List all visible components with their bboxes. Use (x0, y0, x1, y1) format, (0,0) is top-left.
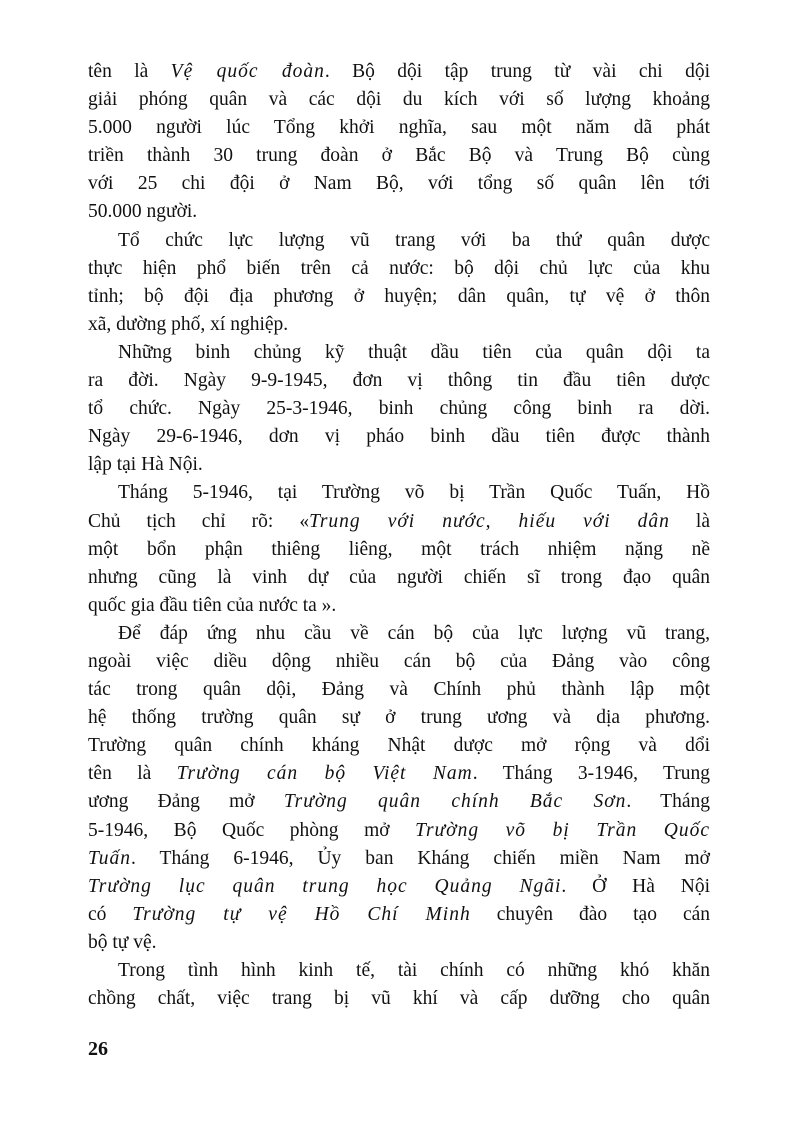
text-segment: 5.000 người lúc Tổng khởi nghĩa, sau một năm dã phát (88, 117, 710, 139)
text-line (88, 198, 710, 226)
italic-title: Trường cán bộ Việt Nam (176, 763, 473, 785)
text-line (88, 508, 710, 536)
italic-title: Trường võ bị Trần Quốc (415, 819, 710, 841)
text-segment: tác trong quân dội, Đảng và Chính phủ thành lập một (88, 679, 710, 701)
text-segment: tổ chức. Ngày 25-3-1946, binh chủng công binh ra dời. (88, 398, 710, 420)
italic-title: Vệ quốc đoàn (170, 61, 325, 82)
text-segment: Trường quân chính kháng Nhật dược mở rộng và dổi (88, 735, 710, 757)
text-segment: ngoài việc diều dộng nhiều cán bộ của Đảng vào công (88, 650, 710, 672)
text-segment: quốc gia đầu tiên của nước ta ». (88, 594, 337, 616)
text-segment: . Tháng (626, 791, 710, 813)
text-line (88, 255, 710, 283)
text-segment: tên là (88, 61, 171, 82)
text-line (88, 339, 710, 367)
text-segment: triền thành 30 trung đoàn ở Bắc Bộ và Trung Bộ cùng (88, 145, 710, 167)
text-segment: giải phóng quân và các dội du kích với số lượng khoảng (88, 89, 710, 111)
text-line (88, 423, 710, 451)
book-page-text (88, 58, 710, 1013)
text-line (88, 676, 710, 704)
text-segment: ương Đảng mở (88, 791, 284, 813)
text-segment: là (669, 510, 711, 532)
italic-title: Trung với nước, hiếu với dân (309, 510, 670, 532)
text-line (88, 873, 710, 901)
text-segment: Trong tình hình kinh tế, tài chính có những khó khăn (118, 960, 710, 981)
text-line (88, 732, 710, 760)
italic-title: Trường lục quân trung học Quảng Ngãi (88, 875, 562, 897)
text-segment: chuyên đào tạo cán (470, 903, 711, 925)
text-segment: chồng chất, việc trang bị vũ khí và cấp dưỡng cho quân (88, 988, 710, 1010)
italic-title: Tuấn (88, 847, 132, 869)
text-line (88, 845, 710, 873)
text-segment: tên là (88, 763, 177, 785)
text-line (88, 227, 710, 255)
text-segment: . Bộ dội tập trung từ vài chi dội (324, 61, 710, 82)
text-line (88, 564, 710, 592)
text-line (88, 58, 710, 86)
text-segment: 5-1946, Bộ Quốc phòng mở (88, 819, 416, 841)
text-line (88, 817, 710, 845)
text-segment: một bổn phận thiêng liêng, một trách nhiệm nặng nề (88, 538, 710, 560)
text-segment: nhưng cũng là vinh dự của người chiến sĩ trong đạo quân (88, 566, 710, 588)
text-line (88, 114, 710, 142)
text-segment: tỉnh; bộ đội địa phương ở huyện; dân quân, tự vệ ở thôn (88, 285, 710, 307)
text-segment: . Tháng 3-1946, Trung (472, 763, 710, 785)
text-segment: Để đáp ứng nhu cầu về cán bộ của lực lượng vũ trang, (118, 622, 710, 644)
text-line (88, 170, 710, 198)
text-segment: có (88, 903, 133, 925)
text-line (88, 311, 710, 339)
italic-title: Trường tự vệ Hồ Chí Minh (132, 903, 471, 925)
text-line (88, 985, 710, 1013)
text-line (88, 479, 710, 507)
text-segment: xã, dường phố, xí nghiệp. (88, 313, 289, 335)
text-line (88, 760, 710, 788)
text-line (88, 788, 710, 816)
text-segment: Tổ chức lực lượng vũ trang với ba thứ quân dược (118, 229, 710, 251)
text-segment: ra đời. Ngày 9-9-1945, đơn vị thông tin đầu tiên dược (88, 370, 710, 392)
text-segment: Ngày 29-6-1946, dơn vị pháo binh dầu tiên được thành (88, 426, 710, 448)
text-line (88, 648, 710, 676)
text-line (88, 283, 710, 311)
text-line (88, 142, 710, 170)
text-line (88, 536, 710, 564)
italic-title: Trường quân chính Bắc Sơn (283, 791, 627, 813)
text-line (88, 86, 710, 114)
text-line (88, 367, 710, 395)
text-line (88, 620, 710, 648)
text-line (88, 957, 710, 985)
text-line (88, 929, 710, 957)
text-segment: lập tại Hà Nội. (88, 454, 203, 476)
text-line (88, 704, 710, 732)
text-segment: . Ở Hà Nội (561, 875, 711, 897)
text-segment: thực hiện phổ biến trên cả nước: bộ dội chủ lực của khu (88, 257, 710, 279)
text-line (88, 592, 710, 620)
text-segment: . Tháng 6-1946, Ủy ban Kháng chiến miền Nam mở (131, 847, 710, 869)
text-segment: hệ thống trường quân sự ở trung ương và dịa phương. (88, 707, 710, 729)
text-segment: Những binh chủng kỹ thuật dầu tiên của quân dội ta (118, 341, 710, 363)
text-segment: Chủ tịch chỉ rõ: « (88, 510, 310, 532)
text-line (88, 901, 710, 929)
text-line (88, 395, 710, 423)
page-number: 26 (88, 1038, 108, 1060)
text-segment: với 25 chi đội ở Nam Bộ, với tổng số quân lên tới (88, 173, 710, 195)
text-segment: 50.000 người. (88, 201, 198, 223)
text-line (88, 451, 710, 479)
text-segment: bộ tự vệ. (88, 931, 157, 953)
text-segment: Tháng 5-1946, tại Trường võ bị Trần Quốc Tuấn, Hồ (118, 482, 710, 504)
